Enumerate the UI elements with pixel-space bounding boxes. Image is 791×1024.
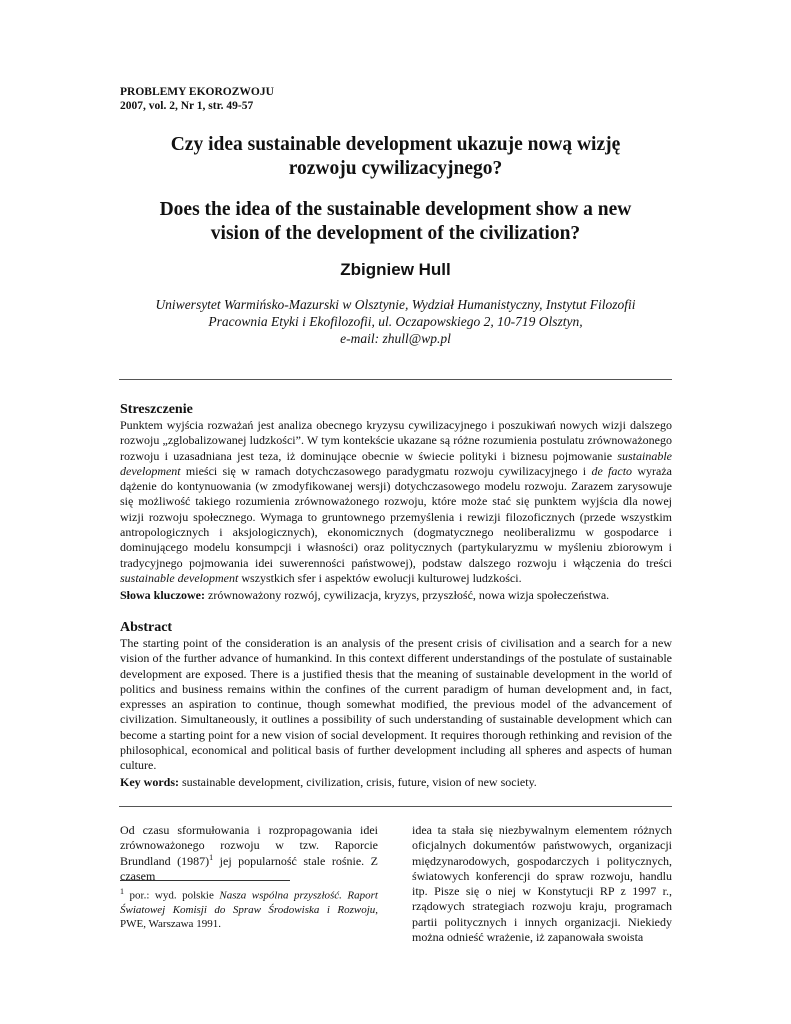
body-left-column: [120, 823, 378, 884]
streszczenie-part1: Punktem wyjścia rozważań jest analiza obecnego kryzysu cywilizacyjnego i poszukiwań nowych wizji dalszego rozwoju „zglobalizowanej ludzkości”. W tym kontekście ukazane są różne rozumienia postulatu zrównoważonego rozwoju i uzasadniana jest teza, iż dominujące obecnie w świecie polityki i biznesu pojmowanie: [120, 418, 672, 463]
streszczenie-term2: de facto: [591, 463, 633, 478]
footnote-divider: [120, 880, 290, 881]
streszczenie-part2: mieści się w ramach dotychczasowego paradygmatu rozwoju cywilizacyjnego i: [180, 463, 592, 478]
affiliation-line2: Pracownia Etyki i Ekofilozofii, ul. Oczapowskiego 2, 10-719 Olsztyn,: [208, 314, 583, 329]
body-right-column: idea ta stała się niezbywalnym elementem różnych oficjalnych dokumentów państwowych, organizacji międzynarodowych, gospodarczych i politycznych, światowych konferencji do spraw rozwoju, handlu itp. Pisze się o niej w Konstytucji RP z 1997 r., rządowych strategiach rozwoju kraju, programach partii politycznych i innych organizacji. Niekiedy można odnieść wrażenie, iż zapanowała swoista: [412, 823, 672, 945]
affiliation-email: e-mail: zhull@wp.pl: [340, 331, 451, 346]
affiliation-line1: Uniwersytet Warmińsko-Mazurski w Olsztynie, Wydział Humanistyczny, Instytut Filozofii: [155, 297, 636, 312]
streszczenie-heading: Streszczenie: [120, 402, 193, 417]
footnote-number: 1: [120, 887, 124, 896]
title-polish-line1: Czy idea sustainable development ukazuje nową wizję: [170, 134, 621, 155]
footnote-part1: por.: wyd. polskie: [124, 889, 220, 902]
body-left-part2: jej popularność stale rośnie. Z czasem: [120, 853, 379, 883]
streszczenie-term3: sustainable development: [120, 570, 239, 585]
title-english-line2: vision of the development of the civilization?: [210, 223, 581, 244]
journal-header: [120, 85, 274, 113]
key-words-label: Key words:: [120, 775, 179, 789]
footnote-part2: , PWE, Warszawa 1991.: [120, 903, 378, 930]
abstract-text: The starting point of the consideration is an analysis of the present crisis of civilisation and a search for a new vision of the further advance of humankind. In this context different understandings of the postulate of sustainable development are exposed. There is a justified thesis that the meaning of sustainable development in the world of politics and business remains within the confines of the current paradigm of human development and, in fact, expresses an aspiration to continue, though somewhat modified, the previous model of the advancement of civilization. Simultaneously, it outlines a possibility of such understanding of sustainable development which can become a starting point for a new vision of social development. It requires thorough rethinking and revision of the philosophical, economical and political basis of further development including all spheres and aspects of human culture.: [120, 636, 672, 773]
affiliation: [100, 296, 691, 347]
title-polish: [100, 133, 691, 181]
slowa-kluczowe: [120, 588, 680, 603]
key-words-text: sustainable development, civilization, crisis, future, vision of new society.: [179, 775, 537, 789]
title-english: [100, 198, 691, 246]
journal-name: PROBLEMY EKOROZWOJU: [120, 86, 274, 98]
key-words: [120, 775, 680, 790]
streszczenie-text: [120, 418, 672, 586]
streszczenie-part4: wszystkich sfer i aspektów ewolucji kulturowej ludzkości.: [238, 570, 522, 585]
streszczenie-term1: sustainable development: [120, 448, 672, 478]
slowa-kluczowe-label: Słowa kluczowe:: [120, 588, 205, 602]
slowa-kluczowe-text: zrównoważony rozwój, cywilizacja, kryzys, przyszłość, nowa wizja społeczeństwa.: [205, 588, 610, 602]
footnote: [120, 885, 378, 931]
footnote-title: Nasza wspólna przyszłość. Raport Światowej Komisji do Spraw Środowiska i Rozwoju: [120, 889, 378, 916]
title-english-line1: Does the idea of the sustainable development show a new: [159, 199, 632, 220]
abstract-heading: Abstract: [120, 620, 173, 635]
top-divider: [119, 379, 672, 380]
streszczenie-part3: wyraża dążenie do kontynuowania (w zmodyfikowanej wersji) dotychczasowego modelu rozwoju. Zarazem zarysowuje się możliwość takiego rozumienia zrównoważonego rozwoju, które może stać się punktem wyjścia dla nowej wizji rozwoju społecznego. Wymaga to gruntownego przemyślenia i rewizji filozoficznych (przede wszystkim antropologicznych i aksjologicznych), ekonomicznych (dogmatycznego neoliberalizmu w gospodarce i dominującego modelu konsumpcji i własności) oraz politycznych (partykularyzmu w myśleniu zbiorowym i tradycyjnego pojmowania idei suwerenności państwowej), podstaw dalszego rozwoju i włączenia do treści: [120, 463, 672, 570]
title-polish-line2: rozwoju cywilizacyjnego?: [288, 158, 503, 179]
journal-volume: 2007, vol. 2, Nr 1, str. 49-57: [120, 100, 254, 112]
author-name: Zbigniew Hull: [340, 260, 451, 279]
body-left-part1: Od czasu sformułowania i rozpropagowania idei zrównoważonego rozwoju w tzw. Raporcie Brundland (1987): [120, 823, 378, 868]
bottom-divider: [119, 806, 672, 807]
footnote-ref: 1: [209, 852, 214, 862]
